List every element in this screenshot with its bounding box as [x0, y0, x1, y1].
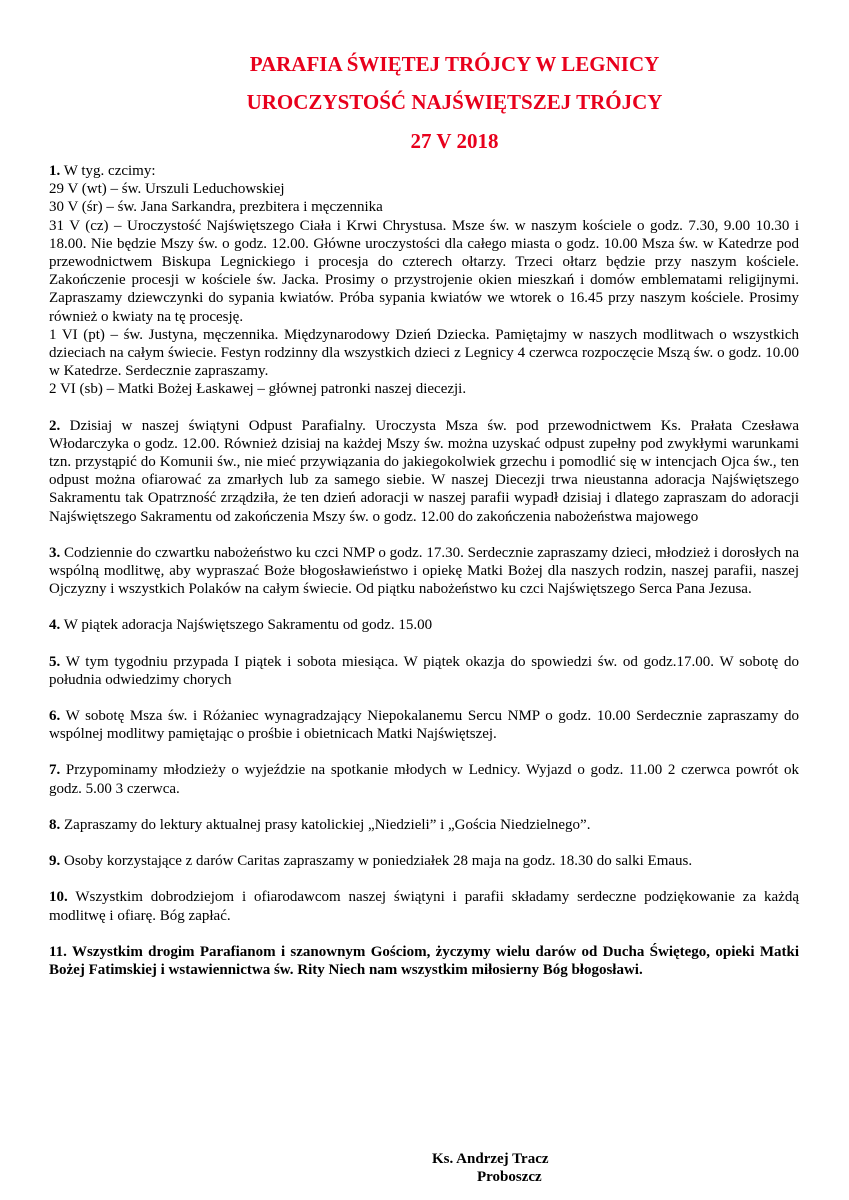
- announcement-number: 6.: [49, 708, 61, 725]
- announcement-5: [49, 653, 799, 689]
- announcement-number: 10.: [49, 889, 68, 906]
- announcement-number: 2.: [49, 417, 61, 434]
- announcements-body: [49, 162, 799, 997]
- announcement-text: Wszystkim dobrodziejom i ofiarodawcom naszej świątyni i parafii składamy serdeczne podziękowanie za każdą modlitwę i ofiarę. Bóg zapłać.: [49, 889, 799, 924]
- announcement-6: [49, 707, 799, 743]
- announcement-text: W piątek adoracja Najświętszego Sakramentu od godz. 15.00: [63, 617, 433, 634]
- signature-title: Proboszcz: [477, 1169, 542, 1185]
- announcement-1-line: 29 V (wt) – św. Urszuli Leduchowskiej: [49, 181, 285, 198]
- announcement-1: [49, 162, 799, 399]
- announcement-1-line: 30 V (śr) – św. Jana Sarkandra, prezbitera i męczennika: [49, 199, 383, 216]
- announcement-number: 4.: [49, 617, 61, 634]
- announcement-4: [49, 616, 799, 634]
- announcement-10: [49, 888, 799, 924]
- feast-title: UROCZYSTOŚĆ NAJŚWIĘTSZEJ TRÓJCY: [246, 90, 663, 114]
- announcement-1-line: 2 VI (sb) – Matki Bożej Łaskawej – głównej patronki naszej diecezji.: [49, 381, 467, 398]
- announcement-number: 8.: [49, 816, 61, 833]
- announcement-number: 5.: [49, 653, 61, 670]
- announcement-9: [49, 852, 799, 870]
- announcement-number: 7.: [49, 762, 61, 779]
- announcement-text: Codziennie do czwartku nabożeństwo ku czci NMP o godz. 17.30. Serdecznie zapraszamy dzieci, młodzież i dorosłych na wspólną modlitwę, aby wypraszać Boże błogosławieństwo i opiekę Matki Bożej dla naszych rodzin, naszej parafii, naszej Ojczyzny i wszystkich Polaków na całym świecie. Od piątku nabożeństwo ku czci Najświętszego Serca Pana Jezusa.: [49, 544, 799, 598]
- announcement-text: Wszystkim drogim Parafianom i szanownym Gościom, życzymy wielu darów od Ducha Świętego, opieki Matki Bożej Fatimskiej i wstawiennictwa św. Rity Niech nam wszystkim miłosierny Bóg błogosławi.: [49, 943, 799, 978]
- announcement-1-line: 31 V (cz) – Uroczystość Najświętszego Ciała i Krwi Chrystusa. Msze św. w naszym kościele o godz. 7.30, 9.00 10.30 i 18.00. Nie będzie Mszy św. o godz. 12.00. Główne uroczystości dla całego miasta o godz. 10.00 Msza św. w Katedrze pod przewodnictwem Biskupa Legnickiego i procesja do czterech ołtarzy. Trzeci ołtarz będzie przy naszym kościele. Zakończenie procesji w kościele św. Jacka. Prosimy o przystrojenie okien mieszkań i domów emblematami religijnymi. Zapraszamy dziewczynki do sypania kwiatów. Próba sypania kwiatów we wtorek o 16.45 przy naszym kościele. Prosimy również o kwiaty na tę procesję.: [49, 217, 799, 325]
- parish-title: PARAFIA ŚWIĘTEJ TRÓJCY W LEGNICY: [249, 52, 660, 76]
- announcement-number: 1.: [49, 163, 61, 179]
- announcement-number: 9.: [49, 853, 61, 870]
- announcement-3: [49, 544, 799, 599]
- announcement-1-line: 1 VI (pt) – św. Justyna, męczennika. Międzynarodowy Dzień Dziecka. Pamiętajmy w naszych modlitwach o wszystkich dzieciach na całym świecie. Festyn rodzinny dla wszystkich dzieci z Legnicy 4 czerwca rozpoczęcie Mszą św. o godz. 10.00 w Katedrze. Serdecznie zapraszamy.: [49, 326, 799, 380]
- announcement-number: 11.: [49, 943, 67, 960]
- signature-name: Ks. Andrzej Tracz: [432, 1151, 549, 1167]
- announcement-text: W tyg. czcimy:: [63, 163, 156, 179]
- announcement-number: 3.: [49, 544, 61, 561]
- announcement-text: W tym tygodniu przypada I piątek i sobota miesiąca. W piątek okazja do spowiedzi św. od godz.17.00. W sobotę do południa odwiedzimy chorych: [49, 653, 799, 688]
- announcement-text: Dzisiaj w naszej świątyni Odpust Parafialny. Uroczysta Msza św. pod przewodnictwem Ks. Prałata Czesława Włodarczyka o godz. 12.00. Również dzisiaj na każdej Mszy św. można uzyskać odpust zupełny pod zwykłymi warunkami tzn. przystąpić do Komunii św., nie mieć przywiązania do jakiegokolwiek grzechu i pomodlić się w intencjach Ojca św., ten odpust można ofiarować za zmarłych lub za samego siebie. W naszej Diecezji trwa nieustanna adoracja Najświętszego Sakramentu tak Opatrzność zrządziła, że ten dzień adoracji w naszej parafii wypadł dzisiaj i dlatego zapraszam do adoracji Najświętszego Sakramentu od zakończenia Mszy św. o godz. 12.00 do zakończenia nabożeństwa majowego: [49, 417, 800, 525]
- announcement-text: Przypominamy młodzieży o wyjeździe na spotkanie młodych w Lednicy. Wyjazd o godz. 11.00 2 czerwca powrót ok godz. 5.00 3 czerwca.: [49, 762, 799, 797]
- announcement-2: [49, 417, 799, 526]
- announcement-8: [49, 816, 799, 834]
- announcement-text: W sobotę Msza św. i Różaniec wynagradzający Niepokalanemu Sercu NMP o godz. 10.00 Serdecznie zapraszamy do wspólnej modlitwy pamiętając o prośbie i obietnicach Matki Najświętszej.: [49, 708, 799, 743]
- announcement-text: Osoby korzystające z darów Caritas zapraszamy w poniedziałek 28 maja na godz. 18.30 do salki Emaus.: [64, 853, 693, 870]
- announcement-11: [49, 943, 799, 979]
- announcement-text: Zapraszamy do lektury aktualnej prasy katolickiej „Niedzieli” i „Gościa Niedzielnego”.: [64, 816, 591, 833]
- announcement-1-line: [49, 162, 799, 180]
- announcement-7: [49, 761, 799, 797]
- date-title: 27 V 2018: [410, 129, 499, 153]
